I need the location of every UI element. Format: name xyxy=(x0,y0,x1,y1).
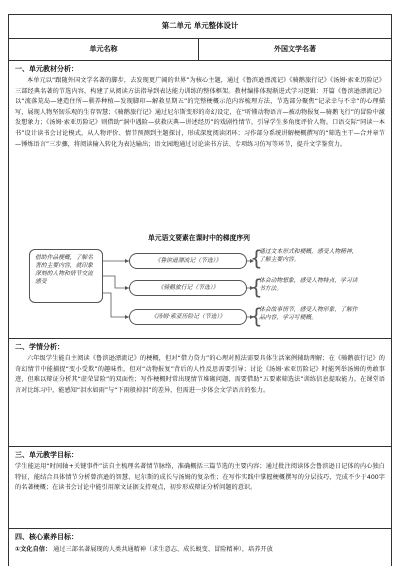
section2-heading: 二、学情分析： xyxy=(15,343,64,351)
lesson-box-1: 《鲁滨逊漂流记（节选）》 xyxy=(129,253,247,269)
brace-icon: { xyxy=(250,275,263,299)
unit-name-row xyxy=(9,39,391,61)
point-box-3 xyxy=(250,304,367,329)
unit-name-label: 单元名称 xyxy=(9,39,199,60)
section4-heading: 四、核心素养目标： xyxy=(15,533,78,541)
diagram-goal-box: 借助作品梗概，了解名著的主要内容，就印象深刻的人物和情节交流感受 xyxy=(29,249,103,303)
brace-icon: { xyxy=(250,246,263,270)
section4-item xyxy=(15,545,385,556)
unit-name-value: 外国文学名著 xyxy=(274,45,316,53)
brace-icon: { xyxy=(250,304,263,328)
point-box-2 xyxy=(250,275,367,300)
diagram-title: 单元语文要素在课时中的梯度序列 xyxy=(148,234,250,242)
section3-heading: 三、单元教学目标： xyxy=(15,451,78,459)
section-core-literacy xyxy=(9,529,391,581)
lesson-box-3: 《汤姆·索亚历险记（节选）》 xyxy=(129,309,247,325)
section3-paragraph: 学生能运用“时间轴+关键事件”法自主梳理名著情节脉络，准确概括三篇节选的主要内容；通过批注阅读体会鲁滨逊日记体的内心独白特征，能结合具体情节分析曾滨逊的智慧、尼尔斯的成长与汤姆的复杂性；在写作实践中掌握梗概撰写的分层技巧，完成不少于400字的名著梗概；在读书会讨论中能引用原文证据支持观点，初步形成辩证分析问题的意识。 xyxy=(15,463,385,492)
point-box-1 xyxy=(250,246,367,271)
point-text-1: 通过文本形式和梗概，感受人物精神，了解主要内容。 xyxy=(259,249,358,263)
arrow-3 xyxy=(103,293,129,317)
section4-item-text: 通过三部名著展现的人类共通精神（求生意志、成长蜕变、冒险精神），培养开放 xyxy=(53,546,273,553)
section-teaching-goals xyxy=(9,447,391,529)
section1-paragraph: 本单元以“跟随外国文学名著的脚步，去发现更广阔的世界”为核心主题，通过《鲁滨逊漂流记》《骑鹅旅行记》《汤姆·索亚历险记》三部经典名著的节选内容，构建了从阅读方法指导到表达能力训练的整体框架。教材编排体现渐进式学习逻辑：开篇《鲁滨逊漂流记》以“流落荒岛—建造住所—驯养种植—发现脚印—解救星期五”的完整梗概示范内容梳理方法，节选部分聚焦“记录幸与不幸”的心理描写，展现人物坚韧乐观的生存智慧；《骑鹅旅行记》通过尼尔斯变形的奇幻设定，在“听懂动物语言—被动物报复—骑鹅飞行”的冒险中激发想象力；《汤姆·索亚历险记》则借助“洞中遇险—获救庆典—讲述经历”的戏剧性情节，引导学生多角度评价人物。口语交际“同读一本书”设计读书会讨论模式，从人物评价、情节预测到主题探讨，形成深度阅读闭环；习作部分系统讲解梗概撰写的“筛选主干—合并章节—锤炼语言”三步骤，将阅读输入转化为表达输出；语文园地通过讨论读书方法、专项练习仿写等环节，提升文学鉴赏力。 xyxy=(15,77,385,148)
title-row xyxy=(9,15,391,39)
page-title: 第二单元 单元整体设计 xyxy=(161,21,239,30)
unit-design-table xyxy=(8,14,392,566)
section-learner-analysis xyxy=(9,339,391,447)
sequence-diagram xyxy=(29,233,369,337)
section4-item-label: ①文化自信： xyxy=(15,546,52,553)
point-text-2: 体会动物想象，感受人物特点，学习读书方法。 xyxy=(259,278,358,292)
lesson-box-2: 《骑鹅旅行记（节选）》 xyxy=(129,280,247,296)
point-text-3: 体会故事情节，感受人物形象，了解作品内容，学习写梗概。 xyxy=(259,307,358,321)
section2-paragraph: 六年级学生能自主阅读《鲁滨逊漂流记》的梗概，但对“借力贷力”的心理对照法需要具体生活案例辅助理解；在《骑鹅旅行记》的奇幻情节中能捕捉“变小受欺”的趣味性，但对“动物报复”背后的人性反思需要引导；讨论《汤姆·索亚历险记》时能列举汤姆的勇敢事迹，但难以辩证分析其“虚荣冒险”的双面性；写作梗概时常出现情节堆砌问题，需要借助“五要素筛选法”训练信息提取能力。在课堂语言对比练习中，能感知“泪水如雨”与“下雨般掉泪”的差异，但需进一步体会文学语言的张力。 xyxy=(15,355,385,394)
section1-heading: 一、单元教材分析： xyxy=(15,65,78,73)
section-textbook-analysis xyxy=(9,61,391,339)
